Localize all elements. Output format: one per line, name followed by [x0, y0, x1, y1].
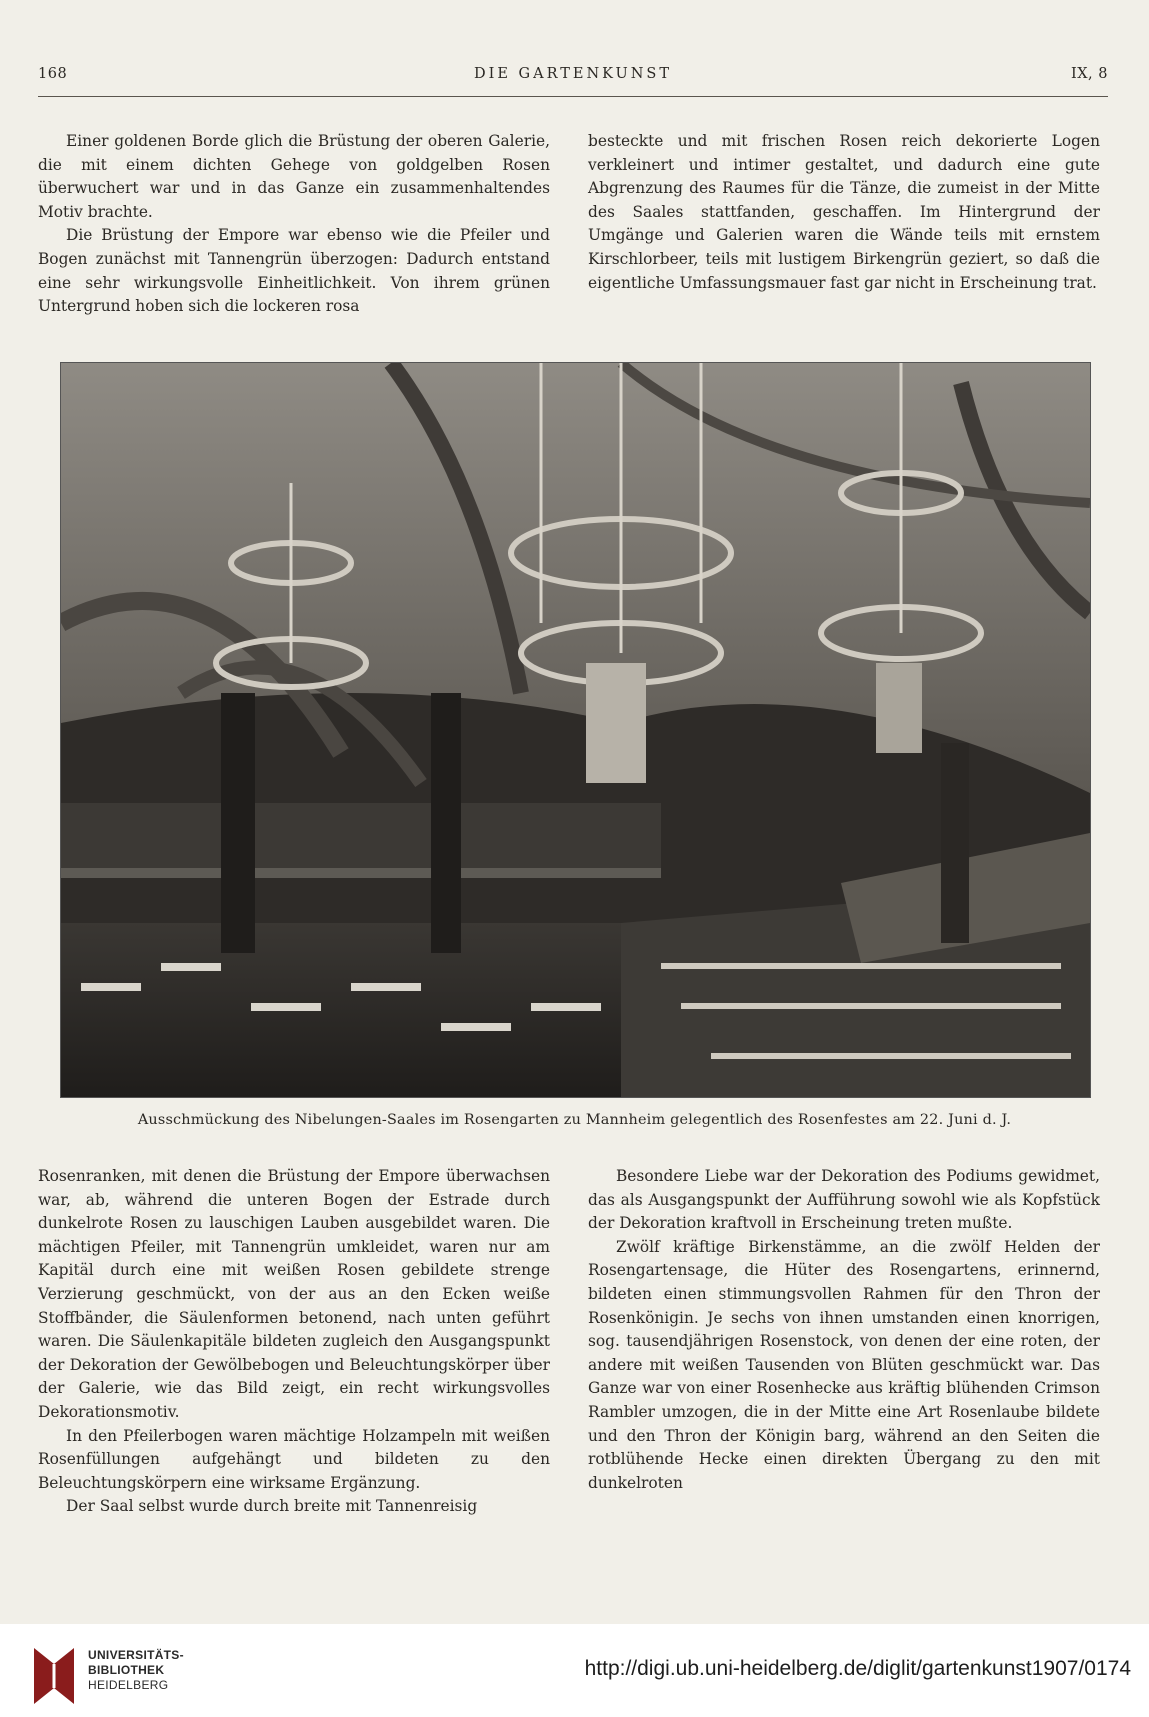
- paragraph: In den Pfeilerbogen waren mächtige Holzampeln mit weißen Rosenfüllungen aufgehängt und bildeten zu den Beleuchtungskörpern eine wirksame Ergänzung.: [38, 1426, 550, 1492]
- library-line: BIBLIOTHEK: [88, 1663, 165, 1677]
- text-column-bottom-left: [38, 1165, 550, 1519]
- header-rule: [38, 96, 1108, 97]
- library-line: UNIVERSITÄTS-: [88, 1648, 184, 1662]
- paragraph: Die Brüstung der Empore war ebenso wie die Pfeiler und Bogen zunächst mit Tannengrün überzogen: Dadurch entstand eine sehr wirkungsvolle Einheitlichkeit. Von ihrem grünen Untergrund hoben sich die lockeren rosa: [38, 226, 550, 316]
- library-name: [88, 1648, 184, 1693]
- figure-caption: Ausschmückung des Nibelungen-Saales im Rosengarten zu Mannheim gelegentlich des Rosenfestes am 22. Juni d. J.: [137, 1112, 1012, 1128]
- paragraph: Rosenranken, mit denen die Brüstung der Empore überwachsen war, ab, während die unteren Bogen der Estrade durch dunkelrote Rosen zu lauschigen Lauben ausgebildet waren. Die mächtigen Pfeiler, mit Tannengrün umkleidet, waren nur am Kapitäl durch eine mit weißen Rosen gebildete strenge Verzierung geschmückt, von der aus an den Ecken weiße Stoffbänder, die Säulenformen betonend, nach unten geführt waren. Die Säulenkapitäle bildeten zugleich den Ausgangspunkt der Dekoration der Gewölbebogen und Beleuchtungskörper über der Galerie, wie das Bild zeigt, ein recht wirkungsvolles Dekorationsmotiv.: [38, 1167, 550, 1421]
- text-column-bottom-right: [588, 1165, 1100, 1495]
- paragraph: Zwölf kräftige Birkenstämme, an die zwölf Helden der Rosengartensage, die Hüter des Rosengartens, erinnernd, bildeten einen stimmungsvollen Rahmen für den Thron der Rosenkönigin. Je sechs von ihnen umstanden einen knorrigen, sog. tausendjährigen Rosenstock, von denen der eine roten, der andere mit weißen Tausenden von Blüten geschmückt war. Das Ganze war von einer Rosenhecke aus kräftig blühenden Crimson Rambler umzogen, die in der Mitte eine Art Rosenlaube bildete und den Thron der Königin barg, während an den Seiten die rotblühende Hecke einen direkten Übergang zu den mit dunkelroten: [588, 1237, 1100, 1492]
- paragraph: Einer goldenen Borde glich die Brüstung der oberen Galerie, die mit einem dichten Gehege von goldgelben Rosen überwuchert war und in das Ganze ein zusammenhaltendes Motiv brachte.: [38, 132, 550, 221]
- digitization-footer: [0, 1624, 1149, 1717]
- source-url-link[interactable]: http://digi.ub.uni-heidelberg.de/diglit/gartenkunst1907/0174: [584, 1657, 1131, 1680]
- paragraph: Der Saal selbst wurde durch breite mit Tannenreisig: [66, 1497, 478, 1516]
- issue-number: IX, 8: [1071, 66, 1108, 82]
- photograph-hall-decoration: [60, 362, 1091, 1098]
- text-column-top-left: [38, 130, 550, 319]
- photograph-illustration: [61, 363, 1090, 1097]
- journal-title: DIE GARTENKUNST: [473, 66, 673, 82]
- text-column-top-right: [588, 130, 1100, 295]
- running-header: [38, 66, 1108, 90]
- library-logo-icon: [30, 1644, 78, 1708]
- paragraph: Besondere Liebe war der Dekoration des Podiums gewidmet, das als Ausgangspunkt der Aufführung sowohl wie als Kopfstück der Dekoration kraftvoll in Erscheinung treten mußte.: [588, 1167, 1100, 1233]
- page-number: 168: [38, 66, 68, 82]
- paragraph: besteckte und mit frischen Rosen reich dekorierte Logen verkleinert und intimer gestaltet, und dadurch eine gute Abgrenzung des Raumes für die Tänze, die zumeist in der Mitte des Saales stattfanden, geschaffen. Im Hintergrund der Umgänge und Galerien waren die Wände teils mit ernstem Kirschlorbeer, teils mit lustigem Birkengrün geziert, so daß die eigentliche Umfassungsmauer fast gar nicht in Erscheinung trat.: [588, 132, 1100, 292]
- library-line: HEIDELBERG: [88, 1678, 169, 1692]
